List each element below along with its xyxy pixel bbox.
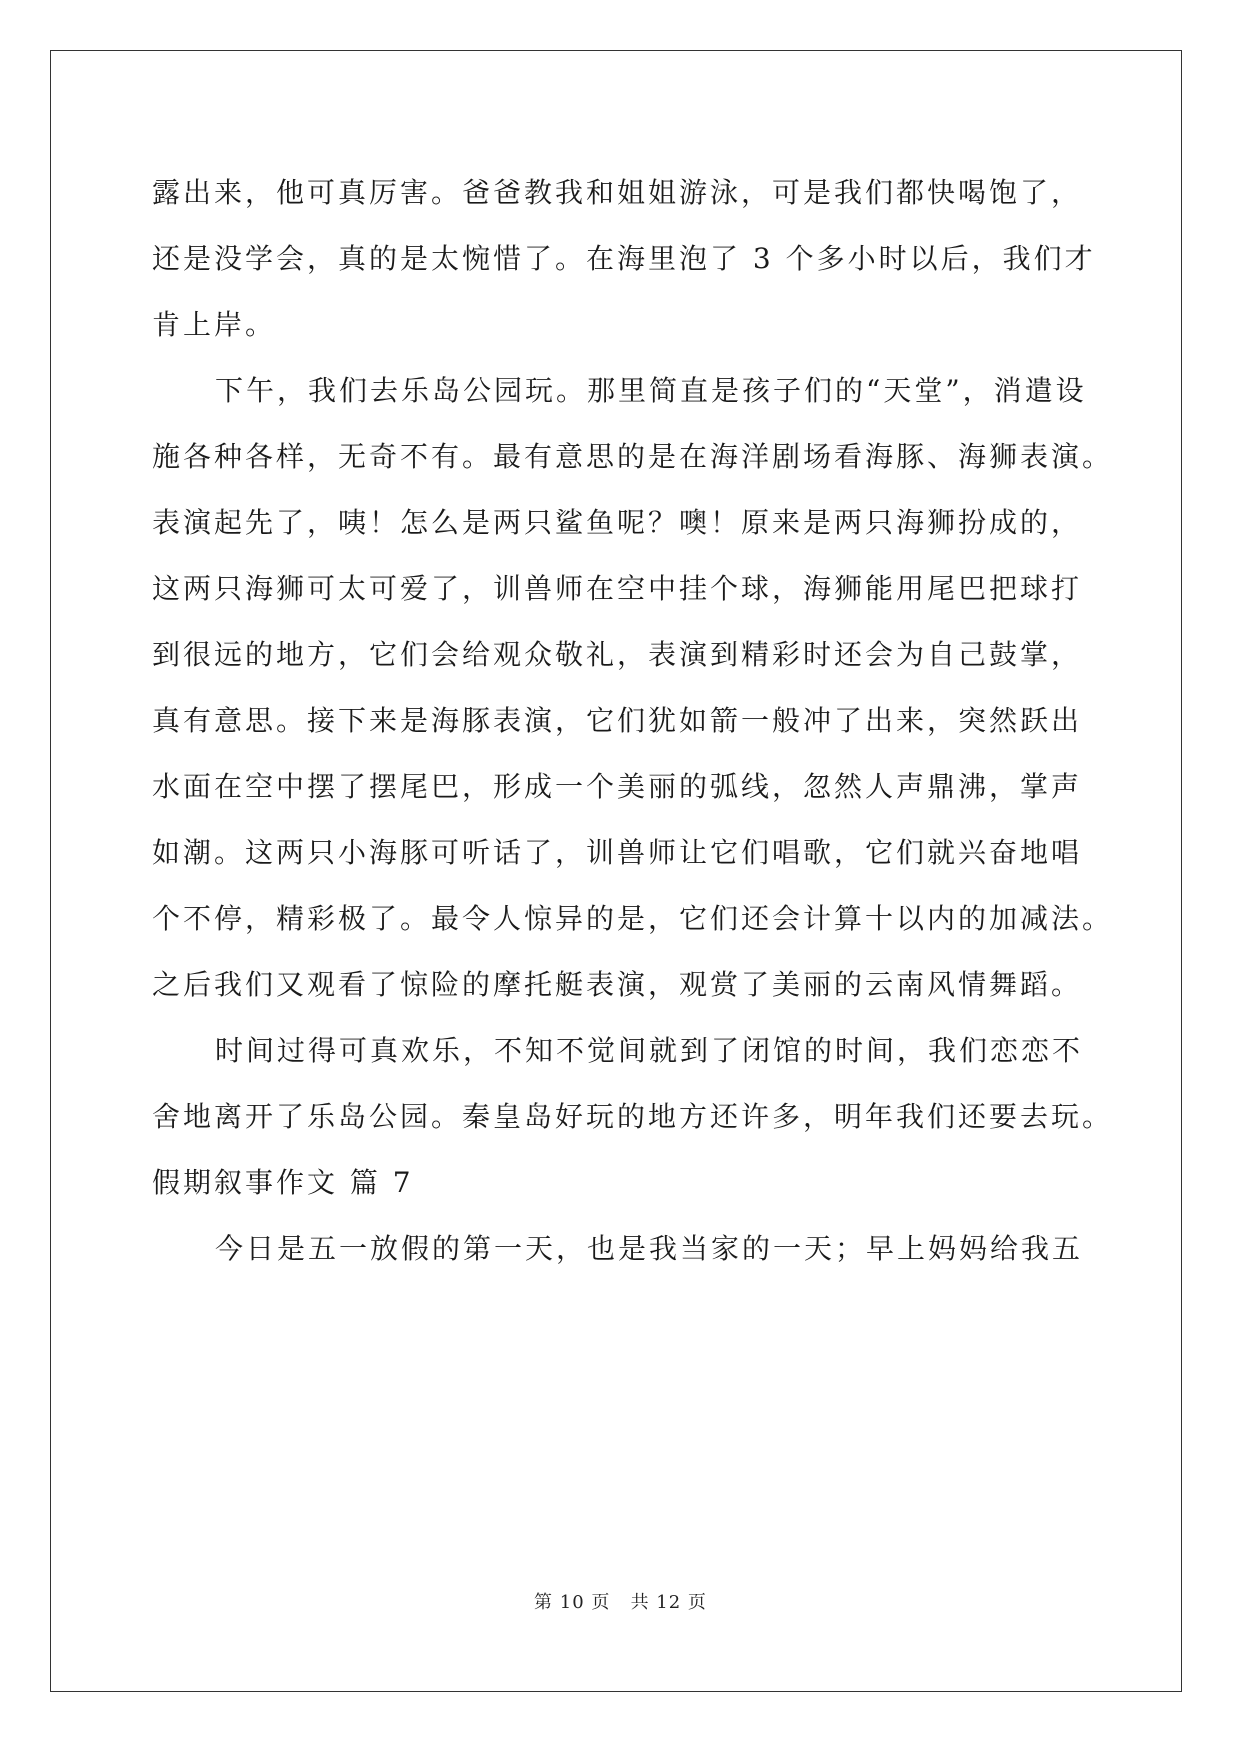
section-heading: 假期叙事作文 篇 7 [152,1166,414,1199]
text-line: 真有意思。接下来是海豚表演，它们犹如箭一般冲了出来，突然跃出 [152,704,1083,737]
page-number: 第 10 页 [534,1592,611,1613]
footer-spacer [610,1592,630,1613]
text-line: 露出来，他可真厉害。爸爸教我和姐姐游泳，可是我们都快喝饱了， [152,176,1083,209]
text-line: 之后我们又观看了惊险的摩托艇表演，观赏了美丽的云南风情舞蹈。 [152,968,1083,1001]
page-footer [0,1588,1241,1614]
text-line: 施各种各样，无奇不有。最有意思的是在海洋剧场看海豚、海狮表演。 [152,440,1114,473]
text-line: 肯上岸。 [152,308,277,341]
paragraph-first-line: 时间过得可真欢乐，不知不觉间就到了闭馆的时间，我们恋恋不 [215,1034,1084,1067]
text-line: 表演起先了，咦！怎么是两只鲨鱼呢？噢！原来是两只海狮扮成的， [152,506,1083,539]
text-line: 这两只海狮可太可爱了，训兽师在空中挂个球，海狮能用尾巴把球打 [152,572,1083,605]
text-line: 如潮。这两只小海豚可听话了，训兽师让它们唱歌，它们就兴奋地唱 [152,836,1083,869]
text-line: 舍地离开了乐岛公园。秦皇岛好玩的地方还许多，明年我们还要去玩。 [152,1100,1114,1133]
page-total: 共 12 页 [630,1592,707,1613]
text-line: 水面在空中摆了摆尾巴，形成一个美丽的弧线，忽然人声鼎沸，掌声 [152,770,1083,803]
text-line: 还是没学会，真的是太惋惜了。在海里泡了 3 个多小时以后，我们才 [152,242,1096,275]
text-line: 个不停，精彩极了。最令人惊异的是，它们还会计算十以内的加减法。 [152,902,1114,935]
text-line: 到很远的地方，它们会给观众敬礼，表演到精彩时还会为自己鼓掌， [152,638,1083,671]
paragraph-first-line: 今日是五一放假的第一天，也是我当家的一天；早上妈妈给我五 [215,1232,1084,1265]
document-body [152,160,1114,1282]
paragraph-first-line: 下午，我们去乐岛公园玩。那里简直是孩子们的“天堂”，消遣设 [215,374,1087,407]
